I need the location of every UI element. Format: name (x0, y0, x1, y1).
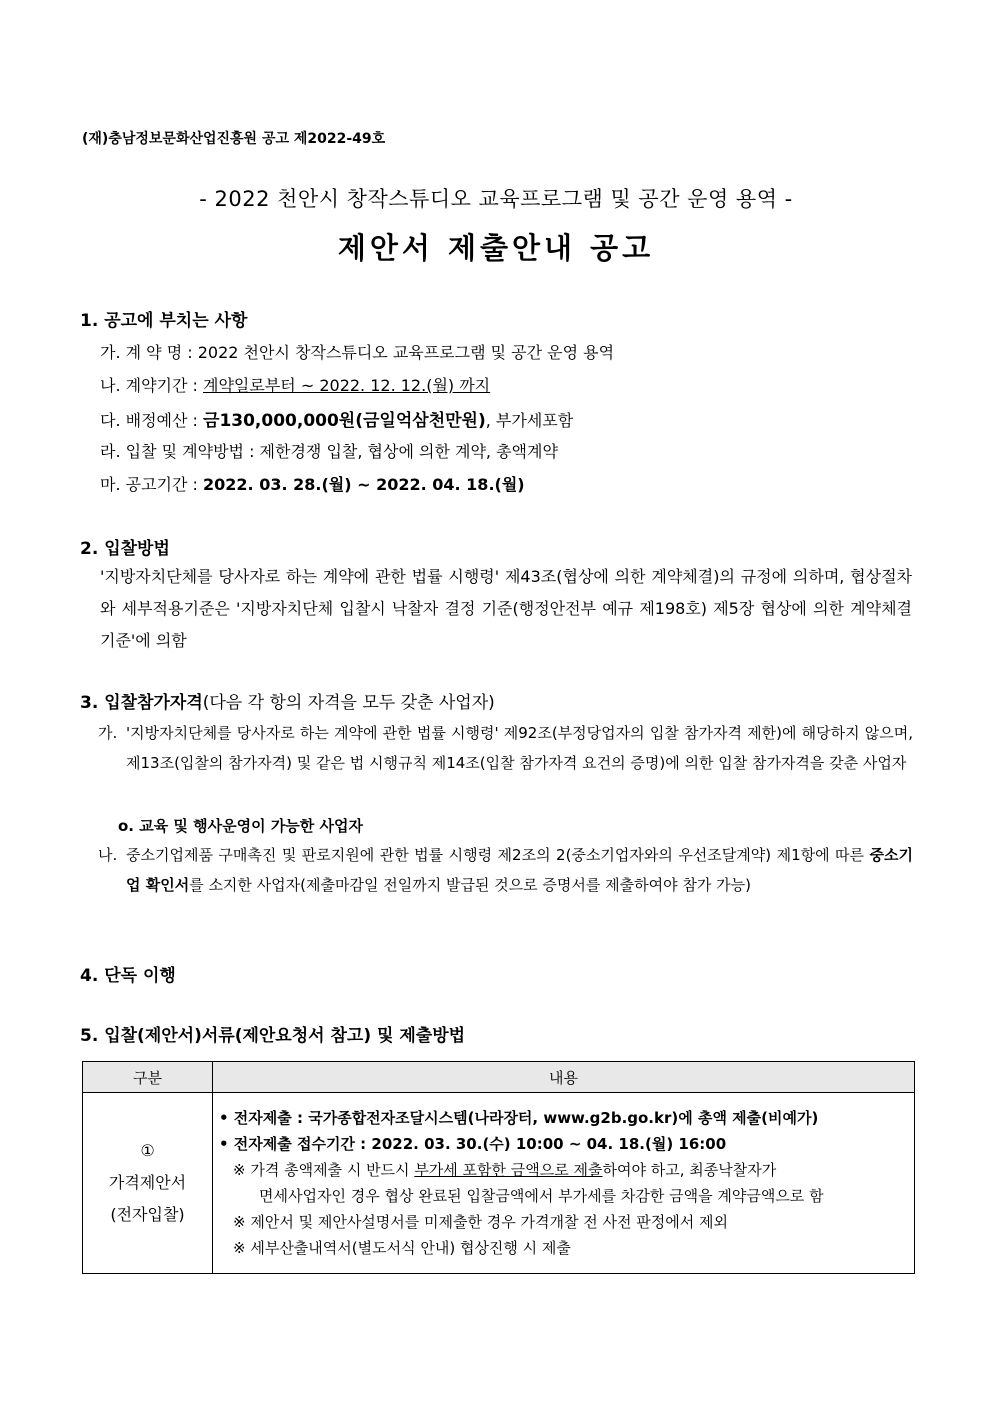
section3-heading-text: 3. 입찰참가자격 (80, 693, 203, 713)
document-subtitle: - 2022 천안시 창작스튜디오 교육프로그램 및 공간 운영 용역 - (199, 187, 793, 211)
contract-period-label: 나. 계약기간 : (100, 376, 204, 395)
col-content-header: 내용 (213, 1062, 915, 1093)
item-a-label: 가. (98, 724, 118, 742)
section3-bullet: o. 교육 및 행사운영이 가능한 사업자 (118, 817, 363, 835)
e-submission-label: • 전자제출 : (219, 1109, 309, 1127)
note-vat-underline: 부가세 포함한 금액으로 제출 (414, 1161, 603, 1179)
item-b-text-bold: 중소기업 확인서 (126, 846, 913, 894)
row-name: 가격제안서 (108, 1173, 187, 1192)
section4-heading: 4. 단독 이행 (80, 966, 176, 986)
contract-name-line (100, 340, 614, 363)
note-vat-continued: 면세사업자인 경우 협상 완료된 입찰금액에서 부가세를 차감한 금액을 계약금액으로 함 (259, 1187, 824, 1205)
section1-heading: 1. 공고에 부치는 사항 (80, 311, 248, 331)
contract-period-line (100, 373, 490, 396)
table-header-row (83, 1062, 915, 1093)
note-vat-b: 하여야 하고, 최종낙찰자가 (602, 1161, 777, 1179)
item-a-text: '지방자치단체를 당사자로 하는 계약에 관한 법률 시행령' 제92조(부정당업자의 입찰 참가자격 제한)에 해당하지 않으며, 제13조(입찰의 참가자격) 및 같은 법 시행규칙 제14조(입찰 참가자격 요건의 증명)에 의한 입찰 참가자격을 갖춘 사업자 (126, 724, 913, 772)
budget-value: 금130,000,000원(금일억삼천만원) (203, 411, 486, 431)
price-proposal-cell (83, 1093, 213, 1274)
col-category-header: 구분 (83, 1062, 213, 1093)
section3-heading-note: (다음 각 항의 자격을 모두 갖춘 사업자) (202, 693, 495, 713)
table-row (83, 1093, 915, 1274)
section2-body: '지방자치단체를 당사자로 하는 계약에 관한 법률 시행령' 제43조(협상에 의한 계약체결)의 규정에 의하며, 협상절차와 세부적용기준은 '지방자치단체 입찰시 낙찰자 결정 기준(행정안전부 예규 제198호) 제5장 협상에 의한 계약체결기준'에 의함 (100, 567, 912, 650)
contract-name-label: 가. 계 약 명 : (100, 343, 198, 362)
e-submission-line (219, 1105, 906, 1131)
item-b-text (98, 840, 913, 900)
price-proposal-content (213, 1093, 915, 1274)
note-vat (219, 1157, 906, 1183)
section3-item-a (98, 718, 913, 778)
document-title: 제안서 제출안내 공고 (337, 231, 655, 265)
contract-name-value: 2022 천안시 창작스튜디오 교육프로그램 및 공간 운영 용역 (197, 343, 615, 362)
row-number: ① (140, 1141, 155, 1160)
submission-table (82, 1061, 915, 1274)
budget-label: 다. 배정예산 : (100, 411, 204, 430)
notice-number: (재)충남정보문화산업진흥원 공고 제2022-49호 (82, 131, 386, 147)
bidding-method-line: 라. 입찰 및 계약방법 : 제한경쟁 입찰, 협상에 의한 계약, 총액계약 (100, 442, 558, 461)
contract-period-value: 계약일로부터 ~ 2022. 12. 12.(월) 까지 (203, 376, 491, 395)
e-submission-value: 국가종합전자조달시스템(나라장터, www.g2b.go.kr)에 총액 제출(비예가) (308, 1109, 819, 1127)
notice-period-label: 마. 공고기간 : (100, 475, 204, 494)
item-b-text-2: 를 소지한 사업자(제출마감일 전일까지 발급된 것으로 증명서를 제출하여야 참가 가능) (189, 876, 751, 894)
row-subname: (전자입찰) (110, 1205, 185, 1224)
section5-heading: 5. 입찰(제안서)서류(제안요청서 참고) 및 제출방법 (80, 1026, 466, 1046)
e-submission-period-value: 2022. 03. 30.(수) 10:00 ~ 04. 18.(월) 16:00 (371, 1135, 727, 1153)
e-submission-period-line (219, 1131, 906, 1157)
budget-suffix: , 부가세포함 (485, 411, 574, 430)
item-b-label: 나. (98, 846, 118, 864)
item-b-text-1: 중소기업제품 구매촉진 및 판로지원에 관한 법률 시행령 제2조의 2(중소기업자와의 우선조달계약) 제1항에 따른 (126, 846, 870, 864)
notice-period-value: 2022. 03. 28.(월) ~ 2022. 04. 18.(월) (203, 475, 525, 494)
note-vat-a: ※ 가격 총액제출 시 반드시 (233, 1161, 415, 1179)
section3-item-b (98, 840, 913, 900)
note-breakdown: ※ 세부산출내역서(별도서식 안내) 협상진행 시 제출 (233, 1239, 571, 1257)
e-submission-period-label: • 전자제출 접수기간 : (219, 1135, 372, 1153)
section2-heading: 2. 입찰방법 (80, 539, 170, 559)
section3-heading (80, 688, 495, 713)
budget-line (100, 406, 573, 431)
note-exclusion: ※ 제안서 및 제안사설명서를 미제출한 경우 가격개찰 전 사전 판정에서 제외 (233, 1213, 728, 1231)
notice-period-line (100, 472, 525, 495)
